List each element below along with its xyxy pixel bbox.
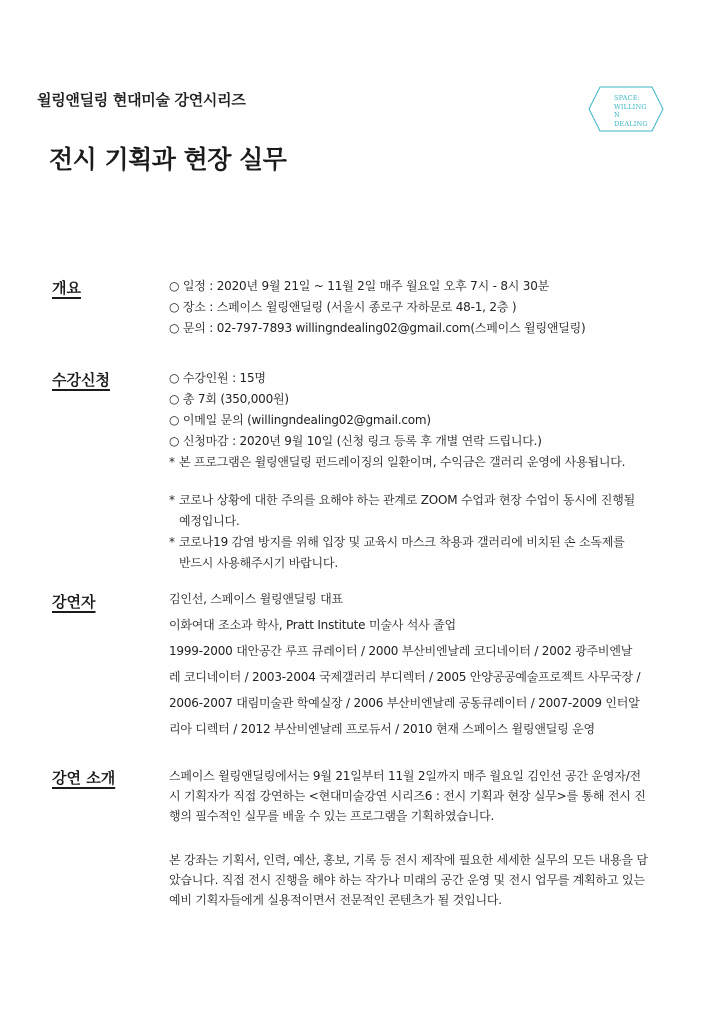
registration-capacity: ○ 수강인원 : 15명 bbox=[169, 371, 266, 385]
logo-line: DEALING bbox=[614, 119, 648, 128]
intro-line: 시 기획자가 직접 강연하는 <현대미술강연 시리즈6 : 전시 기획과 현장 실무>를 통해 전시 진 bbox=[169, 789, 646, 803]
asterisk: * bbox=[169, 455, 175, 469]
series-label: 윌링앤딜링 현대미술 강연시리즈 bbox=[37, 91, 246, 109]
zoom-note-line: 코로나 상황에 대한 주의를 요해야 하는 관계로 ZOOM 수업과 현장 수업이 동시에 진행될 bbox=[179, 493, 635, 507]
intro-line: 행의 필수적인 실무를 배울 수 있는 프로그램을 기획하였습니다. bbox=[169, 809, 495, 823]
lecturer-heading: 강연자 bbox=[52, 593, 96, 611]
lecturer-section bbox=[169, 586, 659, 742]
lecturer-career-line: 1999-2000 대안공간 루프 큐레이터 / 2000 부산비엔날레 코디네이터 / 2002 광주비엔날 bbox=[169, 644, 633, 658]
fundraising-note bbox=[169, 452, 659, 473]
logo-line: N bbox=[614, 111, 620, 120]
asterisk: * bbox=[169, 535, 175, 549]
covid-note-line: 반드시 사용해주시기 바랍니다. bbox=[179, 556, 338, 570]
zoom-note-line: 예정입니다. bbox=[179, 514, 240, 528]
lecturer-career-line: 2006-2007 대림미술관 학예실장 / 2006 부산비엔날레 공동큐레이터 / 2007-2009 인터알 bbox=[169, 696, 640, 710]
covid-note bbox=[169, 532, 659, 574]
logo-text bbox=[614, 94, 654, 128]
intro-paragraph bbox=[169, 850, 659, 910]
lecturer-career-line: 리아 디렉터 / 2012 부산비엔날레 프로듀서 / 2010 현재 스페이스 윌링앤딜링 운영 bbox=[169, 722, 595, 736]
page-title: 전시 기획과 현장 실무 bbox=[49, 145, 287, 174]
overview-heading: 개요 bbox=[52, 279, 81, 297]
logo-line: SPACE: bbox=[614, 94, 641, 102]
registration-heading: 수강신청 bbox=[52, 371, 110, 389]
intro-line: 았습니다. 직접 전시 진행을 해야 하는 작가나 미래의 공간 운영 및 전시 업무를 계획하고 있는 bbox=[169, 873, 645, 887]
lecturer-education: 이화여대 조소과 학사, Pratt Institute 미술사 석사 졸업 bbox=[169, 618, 456, 632]
logo-line: WILLING bbox=[614, 102, 647, 111]
intro-line: 본 강좌는 기획서, 인력, 예산, 홍보, 기록 등 전시 제작에 필요한 세세한 실무의 모든 내용을 담 bbox=[169, 853, 648, 867]
lecturer-name: 김인선, 스페이스 윌링앤딜링 대표 bbox=[169, 592, 343, 606]
overview-schedule: ○ 일정 : 2020년 9월 21일 ~ 11월 2일 매주 월요일 오후 7시 - 8시 30분 bbox=[169, 279, 550, 293]
registration-deadline: ○ 신청마감 : 2020년 9월 10일 (신청 링크 등록 후 개별 연락 드립니다.) bbox=[169, 434, 542, 448]
fundraising-note-text: 본 프로그램은 윌링앤딜링 펀드레이징의 일환이며, 수익금은 갤러리 운영에 사용됩니다. bbox=[179, 455, 626, 469]
covid-note-line: 코로나19 감염 방지를 위해 입장 및 교육시 마스크 착용과 갤러리에 비치된 손 소독제를 bbox=[179, 535, 625, 549]
overview-location: ○ 장소 : 스페이스 윌링앤딜링 (서울시 종로구 자하문로 48-1, 2층 ) bbox=[169, 300, 517, 314]
intro-heading: 강연 소개 bbox=[52, 769, 116, 787]
intro-paragraph bbox=[169, 766, 659, 826]
asterisk: * bbox=[169, 493, 175, 507]
intro-line: 예비 기획자들에게 실용적이면서 전문적인 콘텐츠가 될 것입니다. bbox=[169, 893, 502, 907]
overview-contact: ○ 문의 : 02-797-7893 willingndealing02@gmail.com(스페이스 윌링앤딜링) bbox=[169, 321, 586, 335]
intro-section bbox=[169, 766, 659, 910]
registration-fee: ○ 총 7회 (350,000원) bbox=[169, 392, 289, 406]
registration-section bbox=[169, 368, 659, 574]
zoom-note bbox=[169, 490, 659, 532]
overview-section bbox=[169, 276, 659, 339]
registration-email: ○ 이메일 문의 (willingndealing02@gmail.com) bbox=[169, 413, 431, 427]
lecturer-career-line: 레 코디네이터 / 2003-2004 국제갤러리 부디렉터 / 2005 안양공공예술프로젝트 사무국장 / bbox=[169, 670, 641, 684]
intro-line: 스페이스 윌링앤딜링에서는 9월 21일부터 11월 2일까지 매주 월요일 김인선 공간 운영자/전 bbox=[169, 769, 641, 783]
